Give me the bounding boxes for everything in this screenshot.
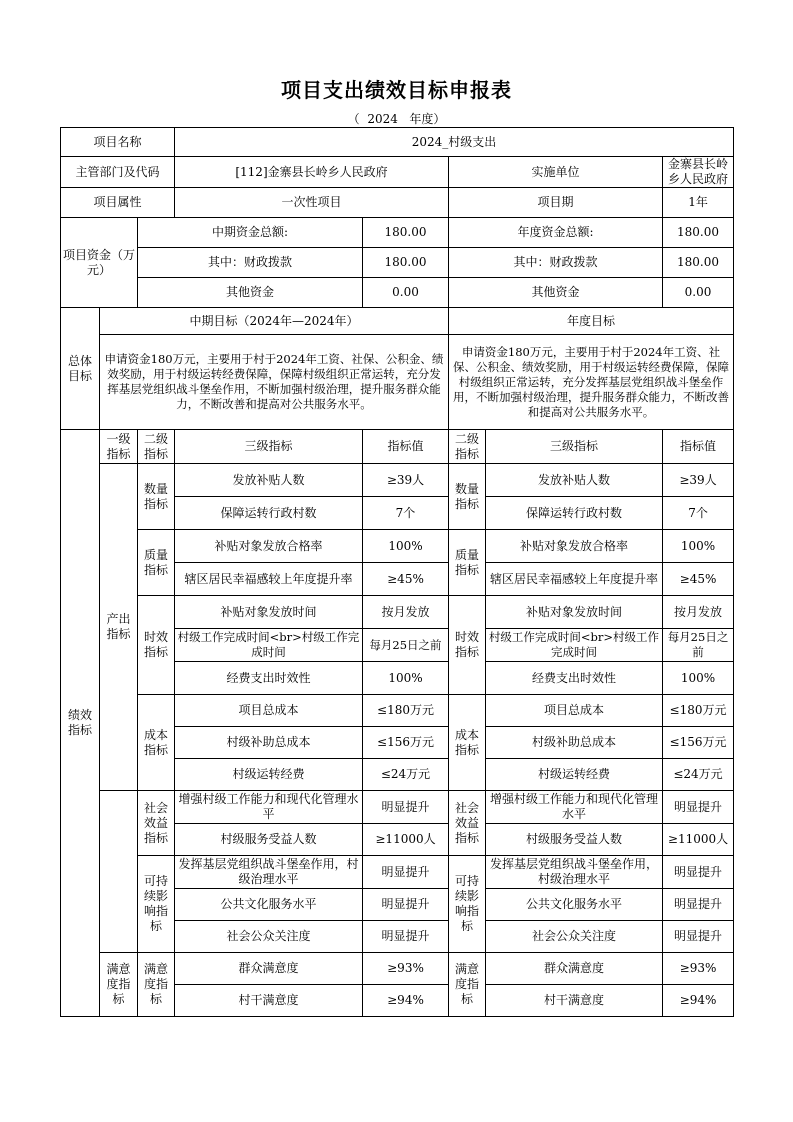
indicator-name-right: 补贴对象发放时间 [486, 596, 663, 629]
project-attr-label: 项目属性 [61, 188, 175, 218]
indicator-label: 绩效指标 [61, 430, 100, 1017]
indicator-name: 公共文化服务水平 [175, 889, 363, 921]
indicator-name: 村级工作完成时间<br>村级工作完成时间 [175, 629, 363, 662]
indicator-value: 明显提升 [363, 791, 449, 824]
indicator-value: 明显提升 [363, 856, 449, 889]
indicator-value: 明显提升 [363, 921, 449, 953]
indicator-value: ≥45% [363, 563, 449, 596]
indicator-name: 补贴对象发放时间 [175, 596, 363, 629]
performance-target-table [60, 127, 734, 1017]
year-total-label: 年度资金总额: [449, 218, 663, 248]
satisfaction-indicator-label: 满意度指标 [100, 953, 138, 1017]
quantity-label-right: 数量指标 [449, 464, 486, 530]
indicator-value-right: 明显提升 [663, 856, 734, 889]
mid-other-label: 其他资金 [138, 278, 363, 308]
sustain-label-right: 可持续影响指标 [449, 856, 486, 953]
funds-label: 项目资金（万元） [61, 218, 138, 308]
indicator-value-right: 每月25日之前 [663, 629, 734, 662]
indicator-name: 群众满意度 [175, 953, 363, 985]
social-benefit-label: 社会效益指标 [138, 791, 175, 856]
indicator-name: 发挥基层党组织战斗堡垒作用，村级治理水平 [175, 856, 363, 889]
year-line [0, 110, 793, 127]
year-other-label: 其他资金 [449, 278, 663, 308]
indicator-name-right: 村干满意度 [486, 985, 663, 1017]
indicator-value-right: 明显提升 [663, 791, 734, 824]
sustain-label: 可持续影响指标 [138, 856, 175, 953]
indicator-name-right: 发挥基层党组织战斗堡垒作用，村级治理水平 [486, 856, 663, 889]
indicator-value: 每月25日之前 [363, 629, 449, 662]
year-goal-header: 年度目标 [449, 308, 734, 335]
year-goal-text: 申请资金180万元，主要用于村于2024年工资、社保、公积金、绩效奖励，用于村级运转经费保障，保障村级组织正常运转，充分发挥基层党组织战斗堡垒作用，不断加强村级治理，提升服务群众能力，不断改善和提高对公共服务水平。 [449, 335, 734, 430]
indicator-name: 发放补贴人数 [175, 464, 363, 497]
project-period-label: 项目期 [449, 188, 663, 218]
indicator-name: 村级补助总成本 [175, 727, 363, 759]
indicator-name-right: 发放补贴人数 [486, 464, 663, 497]
indicator-value-right: 按月发放 [663, 596, 734, 629]
indicator-name-right: 项目总成本 [486, 695, 663, 727]
cost-label: 成本指标 [138, 695, 175, 791]
indicator-name-right: 辖区居民幸福感较上年度提升率 [486, 563, 663, 596]
satisfaction-level2-label-right: 满意度指标 [449, 953, 486, 1017]
form-title: 项目支出绩效目标申报表 [281, 78, 512, 102]
indicator-name-right: 社会公众关注度 [486, 921, 663, 953]
level3-header: 三级指标 [175, 430, 363, 464]
project-attr-value: 一次性项目 [175, 188, 449, 218]
indicator-name-right: 保障运转行政村数 [486, 497, 663, 530]
indicator-value-right: ≥11000人 [663, 824, 734, 856]
indicator-name-right: 村级工作完成时间<br>村级工作完成时间 [486, 629, 663, 662]
output-indicator-label: 产出指标 [100, 464, 138, 791]
timeliness-label: 时效指标 [138, 596, 175, 695]
year-value: 2024 [367, 112, 398, 126]
indicator-value-right: 明显提升 [663, 921, 734, 953]
level2-header-right: 二级指标 [449, 430, 486, 464]
indicator-value-right: ≤180万元 [663, 695, 734, 727]
year-total-value: 180.00 [663, 218, 734, 248]
impl-unit-value: 金寨县长岭乡人民政府 [663, 157, 734, 188]
indicator-value-right: ≥94% [663, 985, 734, 1017]
indicator-name: 补贴对象发放合格率 [175, 530, 363, 563]
value-header-right: 指标值 [663, 430, 734, 464]
mid-goal-header: 中期目标（2024年—2024年） [100, 308, 449, 335]
social-benefit-label-right: 社会效益指标 [449, 791, 486, 856]
project-period-value: 1年 [663, 188, 734, 218]
indicator-name-right: 村级服务受益人数 [486, 824, 663, 856]
indicator-value: 100% [363, 662, 449, 695]
indicator-value: 7个 [363, 497, 449, 530]
dept-value: [112]金寨县长岭乡人民政府 [175, 157, 449, 188]
overall-goal-label: 总体目标 [61, 308, 100, 430]
indicator-value: 按月发放 [363, 596, 449, 629]
indicator-name: 村级运转经费 [175, 759, 363, 791]
indicator-name: 增强村级工作能力和现代化管理水平 [175, 791, 363, 824]
level3-header-right: 三级指标 [486, 430, 663, 464]
indicator-value: ≤24万元 [363, 759, 449, 791]
indicator-value-right: 100% [663, 662, 734, 695]
indicator-name: 辖区居民幸福感较上年度提升率 [175, 563, 363, 596]
quantity-label: 数量指标 [138, 464, 175, 530]
year-fiscal-value: 180.00 [663, 248, 734, 278]
satisfaction-level2-label: 满意度指标 [138, 953, 175, 1017]
indicator-name: 经费支出时效性 [175, 662, 363, 695]
dept-label: 主管部门及代码 [61, 157, 175, 188]
quality-label: 质量指标 [138, 530, 175, 596]
indicator-name: 社会公众关注度 [175, 921, 363, 953]
indicator-name-right: 增强村级工作能力和现代化管理水平 [486, 791, 663, 824]
indicator-value-right: ≥45% [663, 563, 734, 596]
indicator-value: 明显提升 [363, 889, 449, 921]
mid-goal-text: 申请资金180万元，主要用于村于2024年工资、社保、公积金、绩效奖励，用于村级运转经费保障，保障村级组织正常运转，充分发挥基层党组织战斗堡垒作用，不断加强村级治理，提升服务群众能力，不断改善和提高对公共服务水平。 [100, 335, 449, 430]
indicator-value-right: ≤156万元 [663, 727, 734, 759]
benefit-indicator-label [100, 791, 138, 953]
indicator-value-right: ≥93% [663, 953, 734, 985]
indicator-value: ≥93% [363, 953, 449, 985]
timeliness-label-right: 时效指标 [449, 596, 486, 695]
indicator-name: 项目总成本 [175, 695, 363, 727]
indicator-value: ≤180万元 [363, 695, 449, 727]
indicator-name-right: 群众满意度 [486, 953, 663, 985]
indicator-value-right: 明显提升 [663, 889, 734, 921]
indicator-name: 村干满意度 [175, 985, 363, 1017]
indicator-value: ≥39人 [363, 464, 449, 497]
indicator-value: ≥94% [363, 985, 449, 1017]
indicator-name: 保障运转行政村数 [175, 497, 363, 530]
level2-header: 二级指标 [138, 430, 175, 464]
year-open: （ [347, 112, 360, 126]
indicator-name: 村级服务受益人数 [175, 824, 363, 856]
value-header: 指标值 [363, 430, 449, 464]
project-name-label: 项目名称 [61, 128, 175, 157]
mid-other-value: 0.00 [363, 278, 449, 308]
mid-fiscal-value: 180.00 [363, 248, 449, 278]
indicator-value-right: ≥39人 [663, 464, 734, 497]
year-other-value: 0.00 [663, 278, 734, 308]
year-unit: 年度） [409, 112, 446, 126]
indicator-name-right: 补贴对象发放合格率 [486, 530, 663, 563]
cost-label-right: 成本指标 [449, 695, 486, 791]
indicator-value: 100% [363, 530, 449, 563]
mid-total-label: 中期资金总额: [138, 218, 363, 248]
indicator-name-right: 经费支出时效性 [486, 662, 663, 695]
indicator-name-right: 公共文化服务水平 [486, 889, 663, 921]
indicator-value: ≥11000人 [363, 824, 449, 856]
project-name-value: 2024_村级支出 [175, 128, 734, 157]
indicator-value-right: ≤24万元 [663, 759, 734, 791]
indicator-value: ≤156万元 [363, 727, 449, 759]
impl-unit-label: 实施单位 [449, 157, 663, 188]
quality-label-right: 质量指标 [449, 530, 486, 596]
indicator-name-right: 村级运转经费 [486, 759, 663, 791]
level1-header: 一级指标 [100, 430, 138, 464]
indicator-name-right: 村级补助总成本 [486, 727, 663, 759]
indicator-value-right: 100% [663, 530, 734, 563]
indicator-value-right: 7个 [663, 497, 734, 530]
mid-total-value: 180.00 [363, 218, 449, 248]
year-fiscal-label: 其中：财政拨款 [449, 248, 663, 278]
mid-fiscal-label: 其中：财政拨款 [138, 248, 363, 278]
